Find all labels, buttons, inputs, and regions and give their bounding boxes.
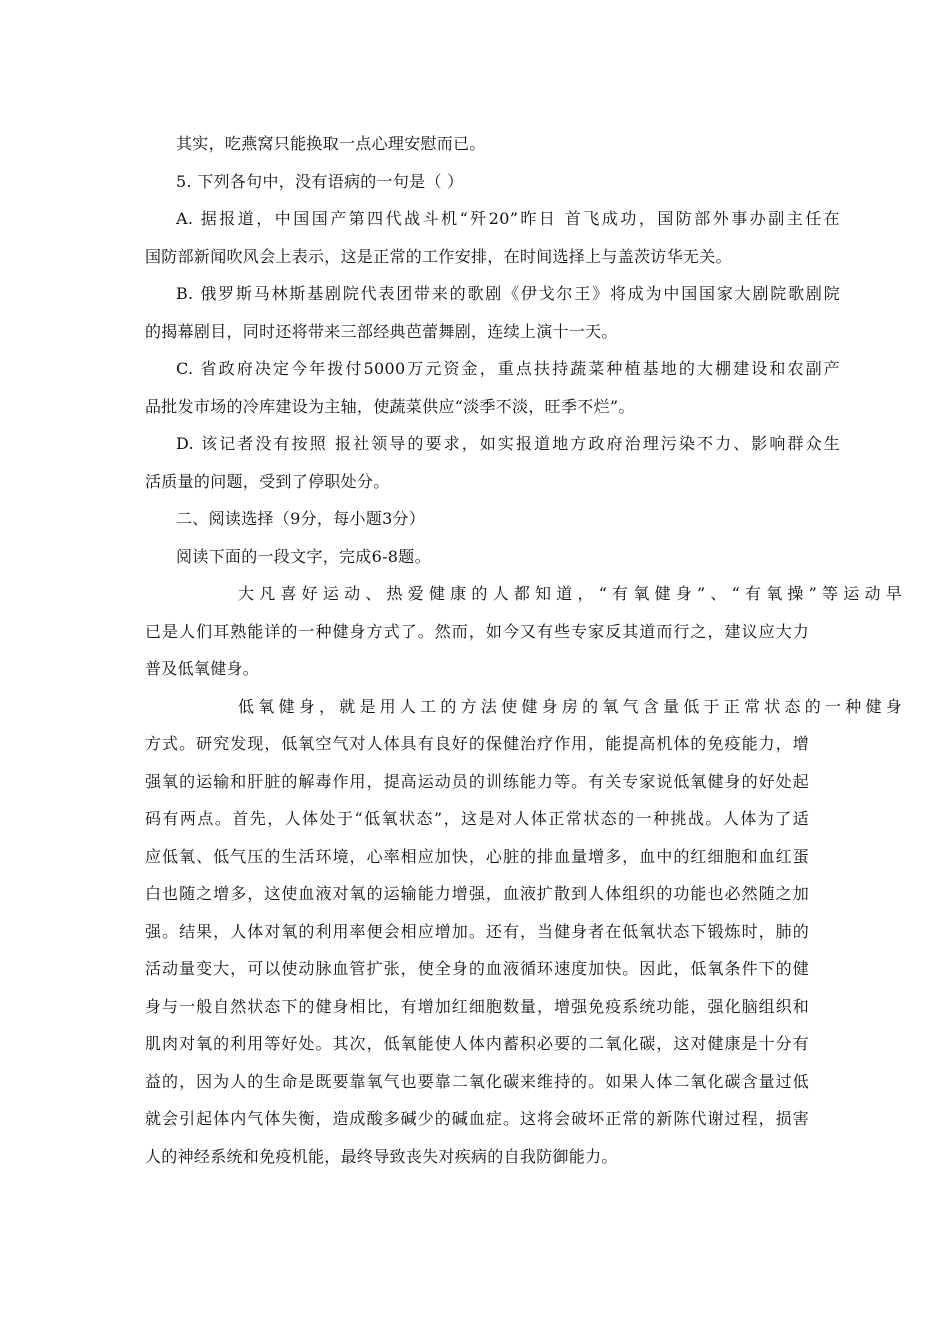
passage-line: 强氧的运输和肝脏的解毒作用，提高运动员的训练能力等。有关专家说低氧健身的好处起 [145,771,809,791]
passage-line: 强。结果，人体对氧的利用率便会相应增加。还有，当健身者在低氧状态下锻炼时，肺的 [145,921,809,941]
reading-instruction: 阅读下面的一段文字，完成6-8题。 [176,546,431,566]
passage-line: 身与一般自然状态下的健身相比，有增加红细胞数量，增强免疫系统功能，强化脑组织和 [145,996,809,1016]
passage-line: 方式。研究发现，低氧空气对人体具有良好的保健治疗作用，能提高机体的免疫能力，增 [145,734,809,753]
passage-line: 肌肉对氧的利用等好处。其次，低氧能使人体内蓄积必要的二氧化碳，这对健康是十分有 [145,1034,809,1053]
passage-line: 白也随之增多，这使血液对氧的运输能力增强，血液扩散到人体组织的功能也必然随之加 [145,884,809,903]
option-d-line-1: D. 该记者没有按照 报社领导的要求，如实报道地方政府治理污染不力、影响群众生 [176,434,840,453]
question-5-stem: 5. 下列各句中，没有语病的一句是（ ） [176,171,464,191]
option-c-line-1: C. 省政府决定今年拨付5000万元资金，重点扶持蔬菜种植基地的大棚建设和农副产 [176,359,840,378]
passage-line: 活动量变大，可以使动脉血管扩张，使全身的血液循环速度加快。因此，低氧条件下的健 [145,959,809,978]
passage-line: 大凡喜好运动、热爱健康的人都知道，“有氧健身”、“有氧操”等运动早 [238,584,902,603]
section-heading: 二、阅读选择（9分，每小题3分） [176,509,426,528]
option-a-line-2: 国防部新闻吹风会上表示，这是正常的工作安排，在时间选择上与盖茨访华无关。 [145,246,732,266]
option-b-line-1: B. 俄罗斯马林斯基剧院代表团带来的歌剧《伊戈尔王》将成为中国国家大剧院歌剧院 [176,284,840,303]
passage-line: 普及低氧健身。 [145,659,260,678]
passage-line: 益的，因为人的生命是既要靠氧气也要靠二氧化碳来维持的。如果人体二氧化碳含量过低 [145,1071,809,1091]
passage-line: 就会引起体内气体失衡，造成酸多碱少的碱血症。这将会破坏正常的新陈代谢过程，损害 [145,1109,809,1128]
option-b-line-2: 的揭幕剧目，同时还将带来三部经典芭蕾舞剧，连续上演十一天。 [145,321,618,341]
option-a-line-1: A. 据报道，中国国产第四代战斗机“歼20”昨日 首飞成功，国防部外事办副主任在 [176,209,840,228]
passage-line: 已是人们耳熟能详的一种健身方式了。然而，如今又有些专家反其道而行之，建议应大力 [145,621,809,641]
passage-line: 人的神经系统和免疫机能，最终导致丧失对疾病的自我防御能力。 [145,1146,618,1166]
document-body [145,125,902,1175]
passage-line: 低氧健身，就是用人工的方法使健身房的氧气含量低于正常状态的一种健身 [238,696,902,716]
passage-line: 码有两点。首先，人体处于“低氧状态”，这是对人体正常状态的一种挑战。人体为了适 [145,809,809,828]
option-d-line-2: 活质量的问题，受到了停职处分。 [145,471,390,491]
option-c-line-2: 品批发市场的冷库建设为主轴，使蔬菜供应“淡季不淡，旺季不烂”。 [145,396,635,416]
paragraph-line: 其实，吃燕窝只能换取一点心理安慰而已。 [176,134,486,153]
passage-line: 应低氧、低气压的生活环境，心率相应加快，心脏的排血量增多，血中的红细胞和血红蛋 [145,846,809,866]
